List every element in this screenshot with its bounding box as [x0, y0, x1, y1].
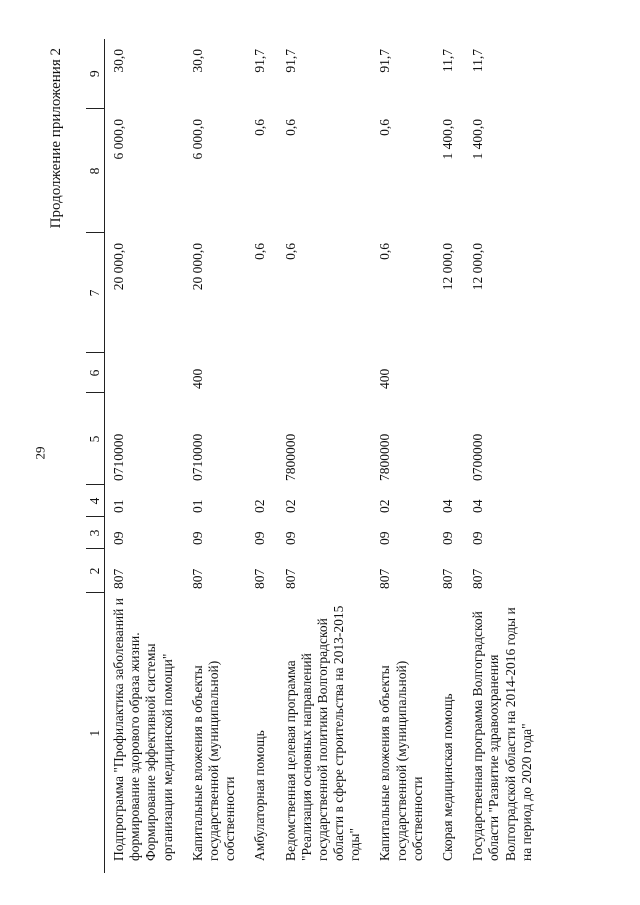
cell-c5: 7800000 — [282, 433, 298, 481]
cell-c8: 6 000,0 — [189, 119, 205, 160]
cell-c7: 0,6 — [377, 243, 393, 260]
row-name: Скорая медицинская помощь — [440, 693, 455, 861]
row-name: Амбулаторная помощь — [252, 730, 268, 861]
cell-c8: 1 400,0 — [440, 119, 455, 160]
cell-c4: 02 — [282, 499, 298, 513]
cell-c6 — [464, 353, 543, 393]
column-header: 4 — [86, 485, 105, 517]
table-row — [371, 39, 434, 873]
cell-c6 — [277, 353, 372, 393]
cell-c2: 807 — [189, 568, 205, 589]
cell-c5: 7800000 — [377, 433, 393, 481]
cell-c4: 01 — [189, 499, 205, 513]
table-row — [464, 39, 543, 873]
cell-c3: 09 — [252, 531, 268, 545]
cell-c7: 12 000,0 — [440, 243, 455, 291]
table-row — [105, 39, 184, 873]
cell-c7: 20 000,0 — [111, 243, 126, 291]
cell-c6: 400 — [189, 368, 205, 389]
cell-c4: 01 — [111, 499, 126, 513]
table-row — [184, 39, 247, 873]
cell-c6 — [434, 353, 464, 393]
cell-c8: 0,6 — [377, 119, 393, 136]
cell-c6 — [105, 353, 184, 393]
cell-c2: 807 — [377, 568, 393, 589]
cell-c3: 09 — [111, 531, 126, 545]
cell-c4: 02 — [252, 499, 268, 513]
budget-table — [86, 39, 543, 873]
column-header: 8 — [86, 109, 105, 233]
cell-c9: 11,7 — [440, 49, 455, 73]
cell-c8: 0,6 — [282, 119, 298, 136]
cell-c2: 807 — [470, 568, 486, 589]
table-row — [434, 39, 464, 873]
cell-c9: 91,7 — [252, 49, 268, 73]
cell-c8: 0,6 — [252, 119, 268, 136]
cell-c9: 11,7 — [470, 49, 486, 73]
cell-c2: 807 — [252, 568, 268, 589]
cell-c3: 09 — [470, 531, 486, 545]
cell-c3: 09 — [189, 531, 205, 545]
cell-c2: 807 — [282, 568, 298, 589]
cell-c7: 0,6 — [252, 243, 268, 260]
column-header: 9 — [86, 39, 105, 109]
column-header: 3 — [86, 517, 105, 549]
table-row — [277, 39, 372, 873]
row-name: Капитальные вложения в объекты государственной (муниципальной) собственности — [189, 660, 238, 861]
cell-c8: 6 000,0 — [111, 119, 126, 160]
cell-c4: 04 — [470, 499, 486, 513]
cell-c6 — [246, 353, 276, 393]
cell-c2: 807 — [111, 568, 126, 589]
row-name: Капитальные вложения в объекты государственной (муниципальной) собственности — [377, 660, 425, 861]
page-number: 29 — [32, 446, 48, 460]
table-header-row — [86, 39, 105, 873]
cell-c4: 02 — [377, 499, 393, 513]
row-name: Ведомственная целевая программа "Реализация основных направлений государственной политики Волгоградской области в сфере строительства на 2013-2015 годы" — [282, 605, 363, 861]
cell-c9: 30,0 — [189, 49, 205, 73]
cell-c5: 0700000 — [470, 433, 486, 481]
column-header: 7 — [86, 233, 105, 353]
column-header: 5 — [86, 393, 105, 485]
cell-c4: 04 — [440, 499, 455, 513]
cell-c2: 807 — [440, 568, 455, 589]
cell-c3: 09 — [440, 531, 455, 545]
cell-c9: 91,7 — [282, 49, 298, 73]
cell-c9: 91,7 — [377, 49, 393, 73]
cell-c5: 0710000 — [189, 433, 205, 481]
column-header: 6 — [86, 353, 105, 393]
cell-c5 — [246, 393, 276, 485]
cell-c9: 30,0 — [111, 49, 126, 73]
cell-c3: 09 — [377, 531, 393, 545]
row-name: Государственная программа Волгоградской области "Развитие здравоохранения Волгоградской области на 2014-2016 годы и на период до 2020 года" — [470, 607, 534, 861]
cell-c5 — [434, 393, 464, 485]
cell-c7: 12 000,0 — [470, 243, 486, 291]
table-row — [246, 39, 276, 873]
cell-c8: 1 400,0 — [470, 119, 486, 160]
column-header: 1 — [86, 593, 105, 873]
cell-c7: 20 000,0 — [189, 243, 205, 291]
cell-c6: 400 — [377, 368, 393, 389]
cell-c3: 09 — [282, 531, 298, 545]
column-header: 2 — [86, 549, 105, 593]
appendix-caption: Продолжение приложения 2 — [48, 48, 64, 229]
cell-c7: 0,6 — [282, 243, 298, 260]
cell-c5: 0710000 — [111, 433, 126, 481]
row-name: Подпрограмма "Профилактика заболеваний и формирование здорового образа жизни. Формирование эффективной системы организации медицинской помощи" — [111, 598, 175, 861]
